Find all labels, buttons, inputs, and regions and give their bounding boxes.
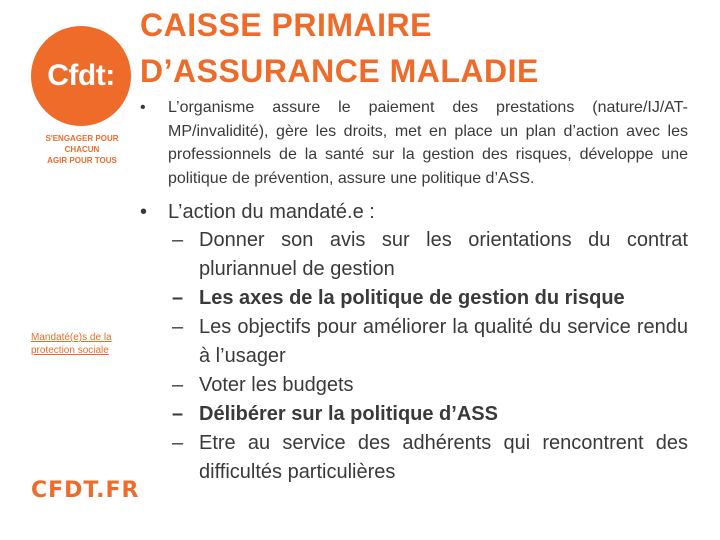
bullet-action bbox=[140, 198, 688, 226]
dash-glyph: – bbox=[172, 374, 184, 396]
tagline-line-1: S'ENGAGER POUR CHACUN bbox=[45, 134, 119, 154]
dash-glyph: – bbox=[172, 229, 184, 251]
bullet-organisme-text: L’organisme assure le paiement des prestations (nature/IJ/AT-MP/invalidité), gère les droits, met en place un plan d’action avec les professionnels de la santé sur la gestion des risques, développe une politique de prévention, assure une politique d’ASS. bbox=[168, 99, 688, 187]
action-sub-item-text: Etre au service des adhérents qui rencontrent des difficultés particulières bbox=[199, 432, 688, 483]
bullet-glyph: • bbox=[140, 201, 148, 223]
brand-website: CFDT.FR bbox=[31, 478, 140, 503]
action-sub-item bbox=[172, 226, 688, 284]
title-line-1: CAISSE PRIMAIRE bbox=[140, 7, 432, 43]
bullet-action-text: L’action du mandaté.e : bbox=[168, 201, 375, 223]
mandate-link-line-1[interactable]: Mandaté(e)s de la bbox=[31, 332, 112, 343]
slide-content bbox=[140, 96, 688, 487]
sidebar bbox=[0, 0, 150, 540]
bullet-glyph: • bbox=[140, 99, 146, 116]
cfdt-logo bbox=[31, 26, 131, 126]
slide-title bbox=[140, 2, 539, 94]
tagline-line-2: AGIR POUR TOUS bbox=[47, 156, 117, 165]
action-sub-item-text: Donner son avis sur les orientations du contrat pluriannuel de gestion bbox=[199, 229, 688, 280]
dash-glyph: – bbox=[172, 403, 184, 425]
action-sub-item bbox=[172, 284, 688, 313]
mandate-link-line-2[interactable]: protection sociale bbox=[31, 345, 109, 356]
action-sub-item bbox=[172, 371, 688, 400]
action-sub-item bbox=[172, 313, 688, 371]
action-sub-item-text: Les objectifs pour améliorer la qualité du service rendu à l’usager bbox=[199, 316, 688, 367]
action-sub-item-text: Voter les budgets bbox=[199, 374, 354, 396]
action-sub-item bbox=[172, 400, 688, 429]
mandate-link[interactable] bbox=[31, 331, 141, 357]
action-sub-item-text: Délibérer sur la politique d’ASS bbox=[199, 403, 498, 425]
action-sub-item-text: Les axes de la politique de gestion du risque bbox=[199, 287, 625, 309]
action-sub-item bbox=[172, 429, 688, 487]
bullet-organisme bbox=[140, 96, 688, 190]
dash-glyph: – bbox=[172, 287, 184, 309]
dash-glyph: – bbox=[172, 316, 184, 338]
title-line-2: D’ASSURANCE MALADIE bbox=[140, 53, 539, 89]
dash-glyph: – bbox=[172, 432, 184, 454]
logo-text: Cfdt: bbox=[47, 59, 115, 92]
action-sub-list bbox=[140, 226, 688, 487]
logo-tagline bbox=[30, 133, 134, 166]
